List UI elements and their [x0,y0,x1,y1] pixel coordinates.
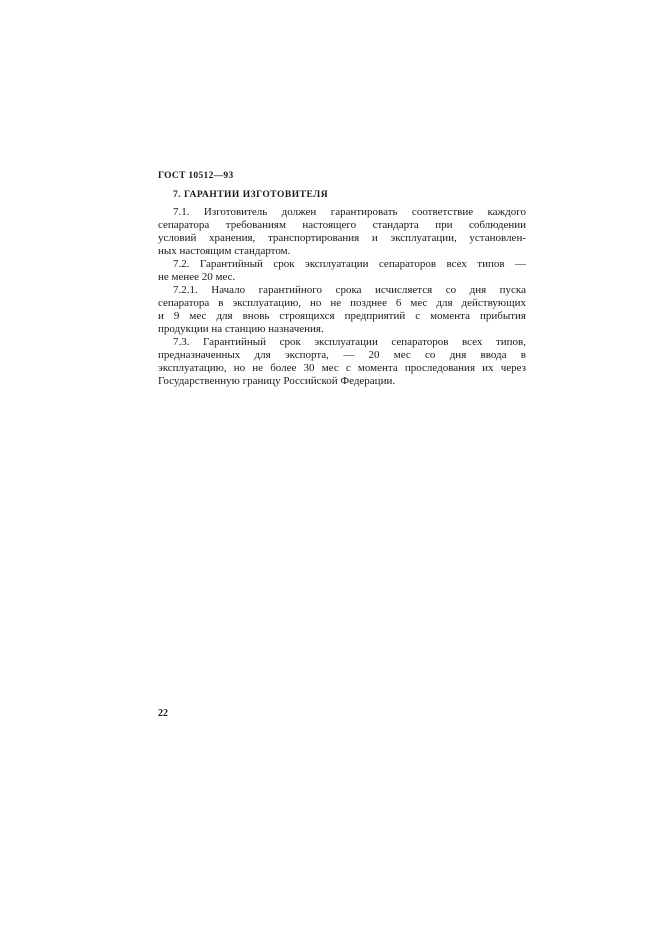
paragraph-7-3 [158,336,526,388]
text-line: ных настоящим стандартом. [158,245,291,257]
text-line: сепаратора требованиям настоящего стандарта при соблюдении [158,219,526,231]
document-body [158,206,526,388]
text-line: продукции на станцию назначения. [158,323,324,335]
text-line: сепаратора в эксплуатацию, но не позднее 6 мес для действующих [158,297,526,309]
text-line: 7.2.1. Начало гарантийного срока исчисляется со дня пуска [173,284,526,296]
paragraph-7-1 [158,206,526,258]
text-line: 7.2. Гарантийный срок эксплуатации сепараторов всех типов — [173,258,526,270]
document-header: ГОСТ 10512—93 [158,171,234,181]
text-line: предназначенных для экспорта, — 20 мес со дня ввода в [158,349,526,361]
text-line: эксплуатацию, но не более 30 мес с момента проследования их через [158,362,526,374]
paragraph-7-2-1 [158,284,526,336]
page-number: 22 [158,708,168,719]
text-line: не менее 20 мес. [158,271,236,283]
text-line: 7.1. Изготовитель должен гарантировать соответствие каждого [173,206,526,218]
text-line: Государственную границу Российской Федерации. [158,375,396,387]
text-line: условий хранения, транспортирования и эксплуатации, установлен- [158,232,526,244]
text-line: 7.3. Гарантийный срок эксплуатации сепараторов всех типов, [173,336,526,348]
paragraph-7-2 [158,258,526,284]
text-line: и 9 мес для вновь строящихся предприятий с момента прибытия [158,310,526,322]
section-title: 7. ГАРАНТИИ ИЗГОТОВИТЕЛЯ [173,190,329,200]
